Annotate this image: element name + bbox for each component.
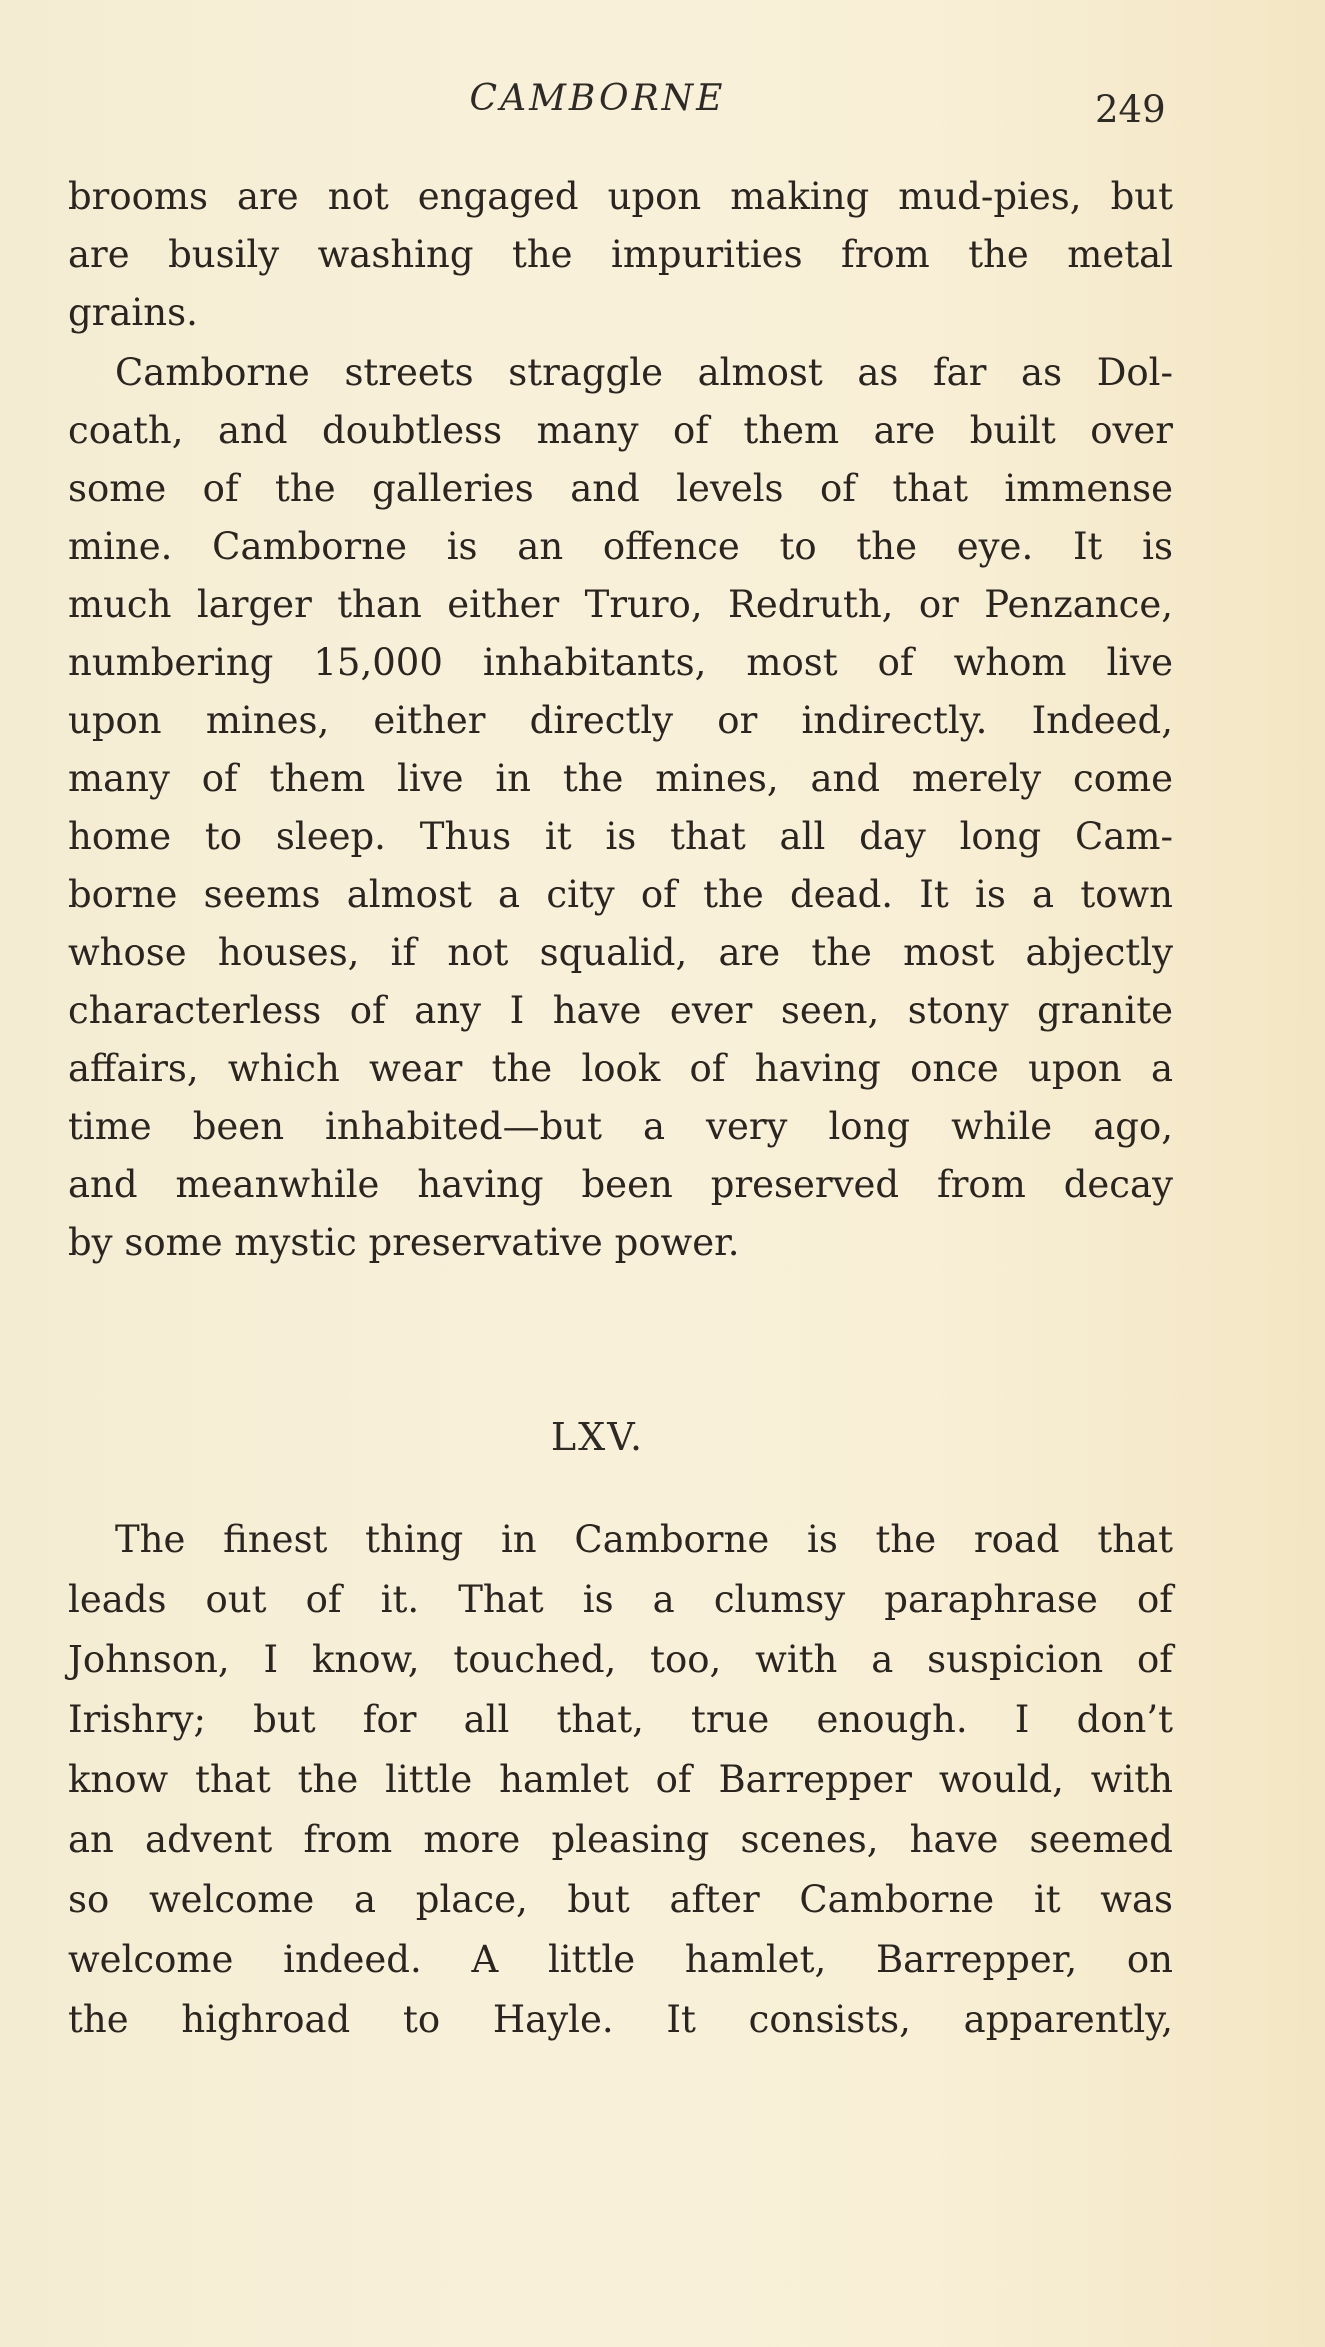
text-line: brooms are not engaged upon making mud-pies, but bbox=[68, 175, 1173, 218]
text-line: Camborne streets straggle almost as far as Dol- bbox=[115, 351, 1173, 394]
text-line: some of the galleries and levels of that immense bbox=[68, 467, 1173, 510]
page-number: 249 bbox=[1095, 88, 1166, 131]
text-line: know that the little hamlet of Barrepper would, with bbox=[68, 1758, 1173, 1801]
text-line: Johnson, I know, touched, too, with a suspicion of bbox=[68, 1638, 1173, 1681]
text-line: characterless of any I have ever seen, stony granite bbox=[68, 989, 1173, 1032]
text-line: are busily washing the impurities from the metal bbox=[68, 233, 1173, 276]
text-line: much larger than either Truro, Redruth, or Penzance, bbox=[68, 583, 1173, 626]
text-line: time been inhabited—but a very long while ago, bbox=[68, 1105, 1173, 1148]
text-line: home to sleep. Thus it is that all day long Cam- bbox=[68, 815, 1173, 858]
text-line: The finest thing in Camborne is the road that bbox=[115, 1518, 1173, 1561]
text-line: Irishry; but for all that, true enough. I don’t bbox=[68, 1698, 1173, 1741]
text-line: many of them live in the mines, and merely come bbox=[68, 757, 1173, 800]
text-line: mine. Camborne is an offence to the eye. It is bbox=[68, 525, 1173, 568]
text-line: grains. bbox=[68, 291, 198, 334]
chapter-heading: LXV. bbox=[550, 1415, 645, 1459]
text-line: an advent from more pleasing scenes, have seemed bbox=[68, 1818, 1173, 1861]
text-line: the highroad to Hayle. It consists, apparently, bbox=[68, 1998, 1173, 2041]
text-line: upon mines, either directly or indirectly. Indeed, bbox=[68, 699, 1173, 742]
text-line: by some mystic preservative power. bbox=[68, 1221, 740, 1264]
text-line: whose houses, if not squalid, are the most abjectly bbox=[68, 931, 1173, 974]
text-line: numbering 15,000 inhabitants, most of whom live bbox=[68, 641, 1173, 684]
text-line: coath, and doubtless many of them are built over bbox=[68, 409, 1173, 452]
running-title: CAMBORNE bbox=[469, 78, 726, 119]
text-line: affairs, which wear the look of having once upon a bbox=[68, 1047, 1173, 1090]
text-line: welcome indeed. A little hamlet, Barrepper, on bbox=[68, 1938, 1173, 1981]
text-line: and meanwhile having been preserved from decay bbox=[68, 1163, 1173, 1206]
text-line: leads out of it. That is a clumsy paraphrase of bbox=[68, 1578, 1173, 1621]
text-line: so welcome a place, but after Camborne it was bbox=[68, 1878, 1173, 1921]
text-line: borne seems almost a city of the dead. It is a town bbox=[68, 873, 1173, 916]
